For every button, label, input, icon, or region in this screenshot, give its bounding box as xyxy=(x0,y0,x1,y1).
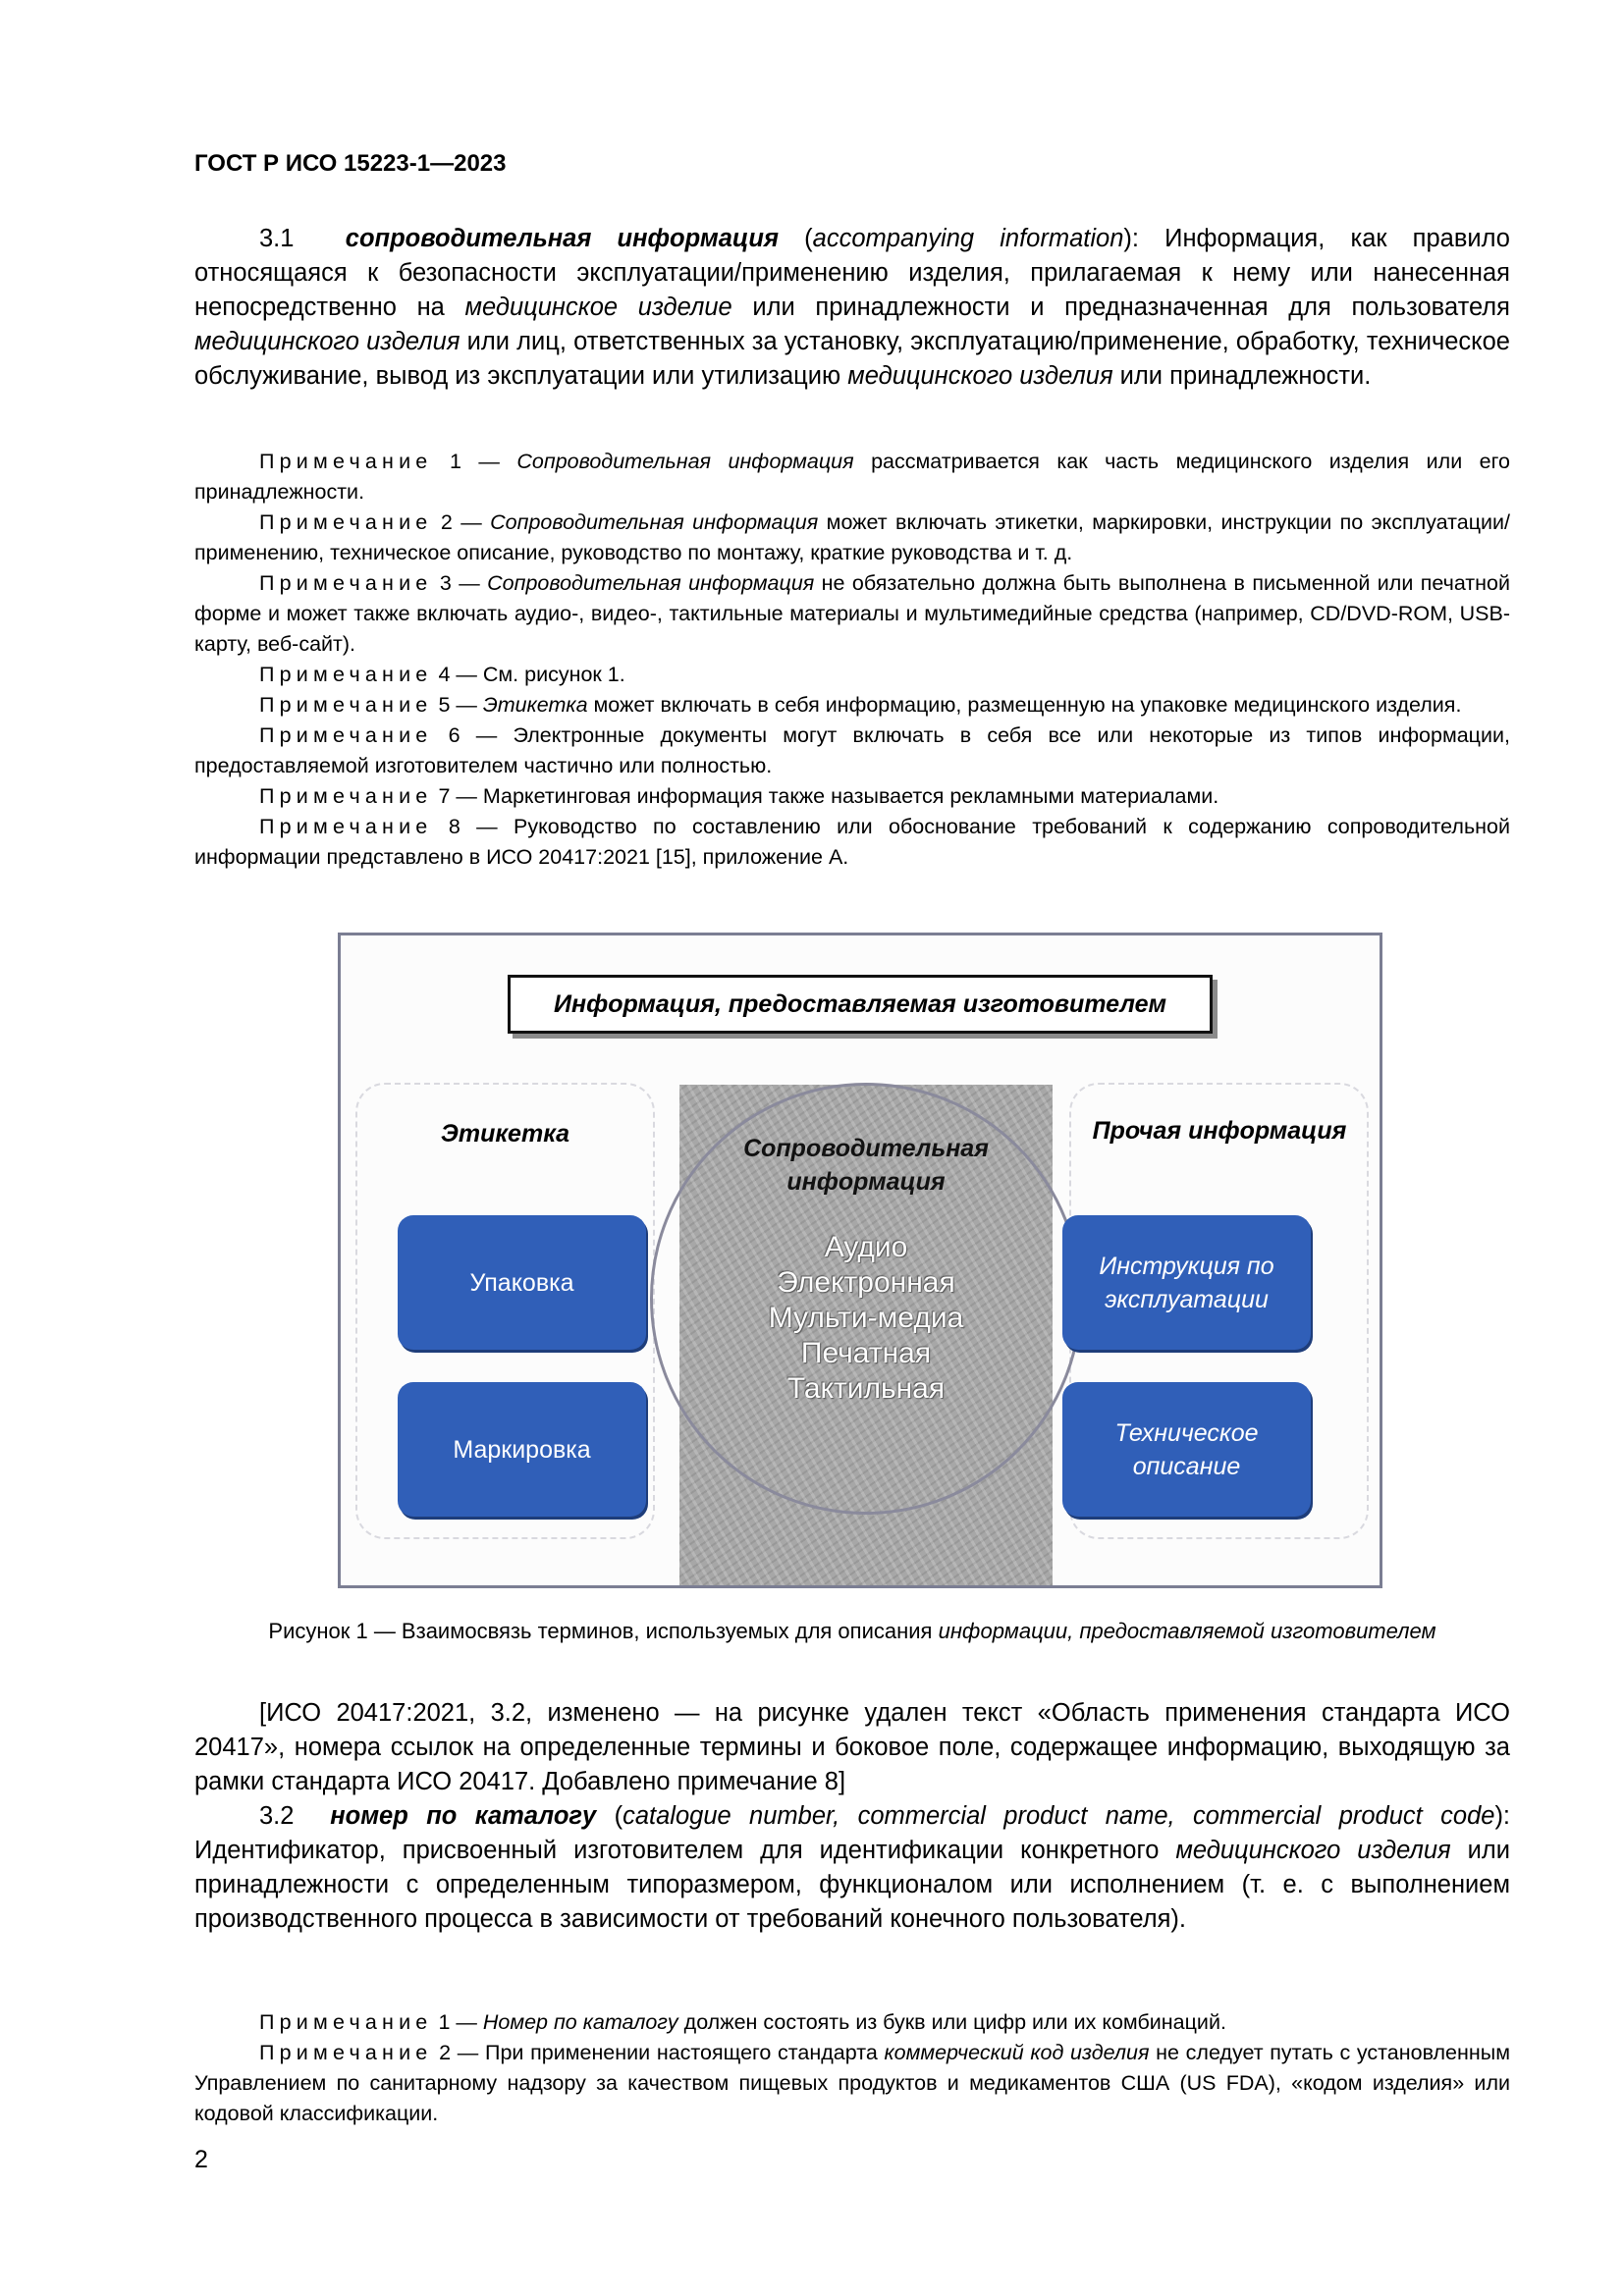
note-dash: — xyxy=(460,815,514,838)
term-italic: медицинское изделие xyxy=(464,294,732,321)
marking-box: Маркировка xyxy=(398,1382,646,1517)
note xyxy=(194,690,1510,721)
accompanying-info-title: Сопроводительная информация xyxy=(743,1135,989,1196)
caption-text: Рисунок 1 — Взаимосвязь терминов, используемых для описания xyxy=(268,1619,939,1643)
note xyxy=(194,721,1510,781)
packaging-box: Упаковка xyxy=(398,1215,646,1350)
term-text: или принадлежности. xyxy=(1112,362,1372,390)
note-italic: Номер по каталогу xyxy=(482,2010,678,2034)
term-text: Идентификатор, присвоенный изготовителем для идентификации конкретного xyxy=(194,1837,1176,1864)
note-label: Примечание xyxy=(259,815,433,838)
note-text: При применении настоящего стандарта xyxy=(484,2041,885,2064)
media-item: Мульти-медиа xyxy=(768,1302,964,1334)
note-number: 2 xyxy=(440,510,453,534)
note-label: Примечание xyxy=(259,693,433,717)
notes-3-1 xyxy=(194,447,1510,873)
note-dash: — xyxy=(450,693,483,717)
note-number: 1 xyxy=(438,2010,451,2034)
term-text: Информация, как правило относящаяся к безопасности эксплуатации/применению изделия, прилагаемая к нему или нанесенная непосредственно на xyxy=(194,225,1510,321)
term-text: или принадлежности и предназначенная для пользователя xyxy=(731,294,1510,321)
term-english-open: ( xyxy=(614,1802,623,1830)
term-english-close: ): xyxy=(1494,1802,1511,1830)
label-panel-title: Этикетка xyxy=(440,1120,570,1148)
term-name: номер по каталогу xyxy=(330,1802,597,1830)
term-italic: медицинского изделия xyxy=(1175,1837,1451,1864)
note-text: не следует путать с установленным Управлением по санитарному надзору за качеством пищевых продуктов и медикаментов США (US FDA), «кодом изделия» или кодовой классификации. xyxy=(194,2041,1510,2125)
note-dash: — xyxy=(450,2010,483,2034)
figure-caption xyxy=(194,1615,1510,1647)
note xyxy=(194,507,1510,568)
instructions-box: Инструкция по эксплуатации xyxy=(1062,1215,1311,1350)
note xyxy=(194,812,1510,873)
modification-note: [ИСО 20417:2021, 3.2, изменено — на рисунке удален текст «Область применения стандарта ИСО 20417», номера ссылок на определенные термины и боковое поле, содержащее информацию, выходящую за рамки стандарта ИСО 20417. Добавлено примечание 8] xyxy=(194,1699,1510,1795)
figure-title: Информация, предоставляемая изготовителем xyxy=(508,975,1213,1034)
note-text: Маркетинговая информация также называется рекламными материалами. xyxy=(482,784,1219,808)
note-text: может включать этикетки, маркировки, инструкции по эксплуатации/применению, техническое описание, руководство по монтажу, краткие руководства и т. д. xyxy=(194,510,1511,564)
note-number: 8 xyxy=(448,815,460,838)
term-text: или принадлежности с определенным типоразмером, функционалом или исполнением (т. е. с выполнением производственного процесса в зависимости от требований конечного пользователя). xyxy=(194,1837,1510,1933)
note xyxy=(194,447,1510,507)
note xyxy=(194,781,1510,812)
technical-description-box: Техническое описание xyxy=(1062,1382,1311,1517)
term-number: 3.2 xyxy=(259,1802,295,1830)
note-text: не обязательно должна быть выполнена в письменной или печатной форме и может также включать аудио-, видео-, тактильные материалы и мультимедийные средства (например, CD/DVD-ROM, USB-карту, веб-сайт). xyxy=(194,571,1510,656)
document-header: ГОСТ Р ИСО 15223-1—2023 xyxy=(194,150,507,177)
note-dash: — xyxy=(460,450,517,473)
note-italic: коммерческий код изделия xyxy=(884,2041,1150,2064)
note-text: должен состоять из букв или цифр или их комбинаций. xyxy=(677,2010,1226,2034)
note xyxy=(194,660,1510,690)
note xyxy=(194,2038,1510,2129)
media-list xyxy=(679,1230,1053,1407)
note-text: Руководство по составлению или обоснование требований к содержанию сопроводительной информации представлено в ИСО 20417:2021 [15], приложение А. xyxy=(194,815,1510,869)
note-italic: Этикетка xyxy=(482,693,588,717)
note-label: Примечание xyxy=(259,510,433,534)
term-3-2 xyxy=(194,1799,1510,1937)
notes-3-2 xyxy=(194,2007,1510,2129)
note-dash: — xyxy=(450,663,483,686)
note-label: Примечание xyxy=(259,784,433,808)
note-dash: — xyxy=(452,510,491,534)
note-dash: — xyxy=(450,784,483,808)
note-italic: Сопроводительная информация xyxy=(490,510,819,534)
note-label: Примечание xyxy=(259,2010,433,2034)
note-number: 5 xyxy=(438,693,451,717)
note-label: Примечание xyxy=(259,2041,433,2064)
note-number: 6 xyxy=(448,723,460,747)
term-italic: медицинского изделия xyxy=(847,362,1113,390)
note-text: рассматривается как часть медицинского изделия или его принадлежности. xyxy=(194,450,1510,504)
page-number: 2 xyxy=(194,2146,208,2173)
note xyxy=(194,2007,1510,2038)
media-item: Печатная xyxy=(800,1337,932,1369)
note-label: Примечание xyxy=(259,663,433,686)
note-number: 2 xyxy=(439,2041,452,2064)
caption-italic: информации, предоставляемой изготовителем xyxy=(938,1619,1436,1643)
note-italic: Сопроводительная информация xyxy=(487,571,815,595)
term-english: catalogue number, commercial product name, commercial product code xyxy=(623,1802,1495,1830)
note-number: 3 xyxy=(439,571,452,595)
note-number: 4 xyxy=(438,663,451,686)
media-item: Электронная xyxy=(777,1266,955,1299)
note-number: 7 xyxy=(438,784,451,808)
term-name: сопроводительная информация xyxy=(345,225,779,252)
note-label: Примечание xyxy=(259,571,433,595)
note-label: Примечание xyxy=(259,723,433,747)
media-item: Тактильная xyxy=(786,1372,946,1405)
other-info-panel-title: Прочая информация xyxy=(1092,1117,1347,1145)
term-text: или лиц, ответственных за установку, эксплуатацию/применение, обработку, техническое обслуживание, вывод из эксплуатации или утилизацию xyxy=(194,328,1510,390)
note-text: Электронные документы могут включать в себя все или некоторые из типов информации, предоставляемой изготовителем частично или полностью. xyxy=(194,723,1510,777)
note-label: Примечание xyxy=(259,450,433,473)
term-english: accompanying information xyxy=(812,225,1124,252)
note-italic: Сопроводительная информация xyxy=(516,450,854,473)
note-dash: — xyxy=(451,571,488,595)
note xyxy=(194,568,1510,660)
figure-1 xyxy=(338,933,1382,1588)
term-3-1 xyxy=(194,222,1510,394)
term-italic: медицинского изделия xyxy=(194,328,460,355)
term-english-open: ( xyxy=(804,225,813,252)
term-english-close: ): xyxy=(1123,225,1139,252)
term-3-2-block xyxy=(194,1696,1510,1937)
media-item: Аудио xyxy=(824,1231,908,1263)
note-text: См. рисунок 1. xyxy=(482,663,625,686)
note-dash: — xyxy=(460,723,514,747)
note-number: 1 xyxy=(449,450,461,473)
note-dash: — xyxy=(451,2041,485,2064)
term-number: 3.1 xyxy=(259,225,295,252)
note-text: может включать в себя информацию, размещенную на упаковке медицинского изделия. xyxy=(587,693,1462,717)
